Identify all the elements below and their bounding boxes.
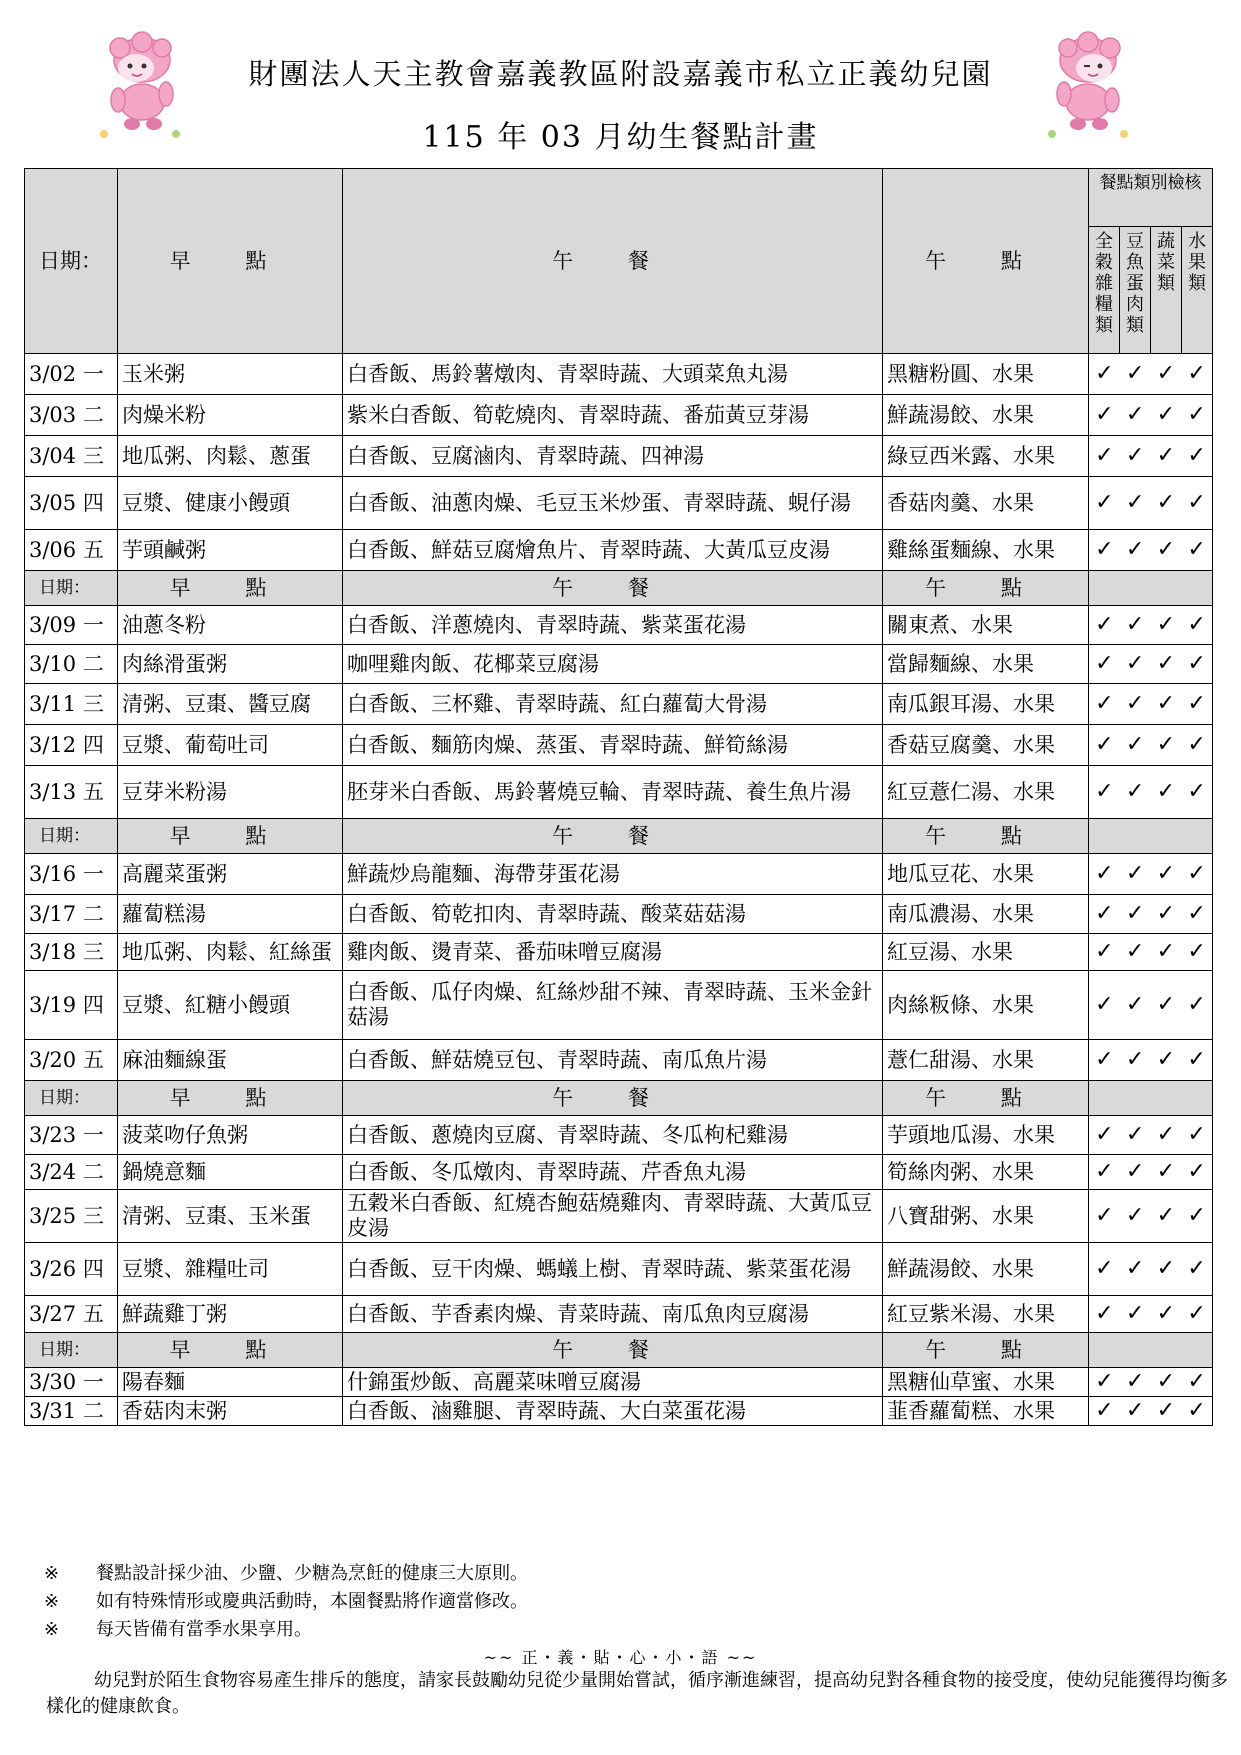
check-mark-icon: ✓ [1095, 732, 1114, 757]
day-breakfast: 麻油麵線蛋 [118, 1040, 343, 1081]
day-snack: 香菇豆腐羹、水果 [883, 725, 1089, 766]
week-subheader [25, 1333, 1213, 1368]
table-row [25, 1368, 1213, 1397]
day-breakfast: 油蔥冬粉 [118, 606, 343, 645]
day-date: 3/10 二 [25, 645, 118, 684]
day-date: 3/13 五 [25, 766, 118, 819]
day-snack: 肉絲粄條、水果 [883, 971, 1089, 1040]
day-breakfast: 鮮蔬雞丁粥 [118, 1296, 343, 1333]
check-mark-icon: ✓ [1125, 1159, 1145, 1184]
check-mark-icon: ✓ [1125, 1369, 1145, 1394]
check-mark-icon: ✓ [1125, 612, 1145, 637]
day-breakfast: 地瓜粥、肉鬆、蔥蛋 [118, 436, 343, 477]
check-mark-icon: ✓ [1125, 1301, 1145, 1326]
day-lunch: 白香飯、芋香素肉燥、青菜時蔬、南瓜魚肉豆腐湯 [343, 1296, 883, 1333]
subheader-date: 日期： [25, 819, 118, 854]
day-date: 3/25 三 [25, 1190, 118, 1243]
day-category-checks [1089, 477, 1213, 530]
table-row [25, 934, 1213, 971]
day-snack: 南瓜濃湯、水果 [883, 895, 1089, 934]
table-row [25, 1397, 1213, 1426]
check-mark-icon: ✓ [1156, 1369, 1176, 1394]
table-row [25, 684, 1213, 725]
check-mark-icon: ✓ [1095, 1159, 1114, 1184]
check-mark-icon: ✓ [1187, 1203, 1206, 1228]
header-lunch: 午 餐 [343, 169, 883, 354]
check-mark-icon: ✓ [1125, 1122, 1145, 1147]
day-date: 3/30 一 [25, 1368, 118, 1397]
day-breakfast: 高麗菜蛋粥 [118, 854, 343, 895]
check-mark-icon: ✓ [1187, 651, 1206, 676]
check-mark-icon: ✓ [1187, 992, 1206, 1017]
header-category-check [1089, 169, 1213, 354]
table-row [25, 766, 1213, 819]
check-mark-icon: ✓ [1156, 732, 1176, 757]
check-mark-icon: ✓ [1187, 402, 1206, 427]
check-mark-icon: ✓ [1156, 992, 1176, 1017]
check-mark-icon: ✓ [1187, 732, 1206, 757]
day-snack: 黑糖粉圓、水果 [883, 354, 1089, 395]
table-row [25, 436, 1213, 477]
check-mark-icon: ✓ [1156, 691, 1176, 716]
day-snack: 雞絲蛋麵線、水果 [883, 530, 1089, 571]
day-date: 3/05 四 [25, 477, 118, 530]
check-mark-icon: ✓ [1187, 861, 1206, 886]
day-date: 3/19 四 [25, 971, 118, 1040]
day-category-checks [1089, 1397, 1213, 1426]
day-date: 3/18 三 [25, 934, 118, 971]
day-snack: 薏仁甜湯、水果 [883, 1040, 1089, 1081]
check-mark-icon: ✓ [1095, 402, 1114, 427]
check-mark-icon: ✓ [1095, 1398, 1114, 1423]
tips-title: ~~ 正・義・貼・心・小・語 ~~ [483, 1648, 758, 1667]
check-mark-icon: ✓ [1156, 612, 1176, 637]
day-category-checks [1089, 1243, 1213, 1296]
check-mark-icon: ✓ [1125, 992, 1145, 1017]
day-date: 3/16 一 [25, 854, 118, 895]
day-category-checks [1089, 971, 1213, 1040]
category-grains: 全穀雜糧類 [1095, 230, 1113, 336]
check-mark-icon: ✓ [1156, 779, 1176, 804]
day-lunch: 白香飯、豆干肉燥、螞蟻上樹、青翠時蔬、紫菜蛋花湯 [343, 1243, 883, 1296]
check-mark-icon: ✓ [1095, 537, 1114, 562]
day-category-checks [1089, 934, 1213, 971]
subheader-breakfast: 早 點 [118, 1333, 343, 1368]
header-breakfast: 早 點 [118, 169, 343, 354]
day-snack: 鮮蔬湯餃、水果 [883, 395, 1089, 436]
day-snack: 鮮蔬湯餃、水果 [883, 1243, 1089, 1296]
day-date: 3/24 二 [25, 1155, 118, 1190]
day-breakfast: 豆漿、葡萄吐司 [118, 725, 343, 766]
check-mark-icon: ✓ [1187, 779, 1206, 804]
category-check-title: 餐點類別檢核 [1089, 170, 1212, 227]
check-mark-icon: ✓ [1125, 537, 1145, 562]
subheader-lunch: 午 餐 [343, 1081, 883, 1116]
day-lunch: 什錦蛋炒飯、高麗菜味噌豆腐湯 [343, 1368, 883, 1397]
day-date: 3/09 一 [25, 606, 118, 645]
category-fruit: 水果類 [1181, 227, 1212, 353]
day-snack: 地瓜豆花、水果 [883, 854, 1089, 895]
table-row [25, 895, 1213, 934]
check-mark-icon: ✓ [1125, 402, 1145, 427]
check-mark-icon: ✓ [1156, 939, 1176, 964]
subheader-snack: 午 點 [883, 1081, 1089, 1116]
check-mark-icon: ✓ [1125, 901, 1145, 926]
table-row [25, 1243, 1213, 1296]
table-main-header [25, 169, 1213, 354]
table-row [25, 354, 1213, 395]
day-snack: 綠豆西米露、水果 [883, 436, 1089, 477]
day-snack: 關東煮、水果 [883, 606, 1089, 645]
table-row [25, 1116, 1213, 1155]
check-mark-icon: ✓ [1187, 1047, 1206, 1072]
check-mark-icon: ✓ [1156, 1159, 1176, 1184]
day-category-checks [1089, 725, 1213, 766]
check-mark-icon: ✓ [1095, 1203, 1114, 1228]
check-mark-icon: ✓ [1156, 1122, 1176, 1147]
day-category-checks [1089, 1040, 1213, 1081]
day-date: 3/23 一 [25, 1116, 118, 1155]
day-snack: 黑糖仙草蜜、水果 [883, 1368, 1089, 1397]
check-mark-icon: ✓ [1156, 1047, 1176, 1072]
day-breakfast: 香菇肉末粥 [118, 1397, 343, 1426]
day-snack: 紅豆紫米湯、水果 [883, 1296, 1089, 1333]
day-lunch: 白香飯、麵筋肉燥、蒸蛋、青翠時蔬、鮮筍絲湯 [343, 725, 883, 766]
check-mark-icon: ✓ [1156, 1203, 1176, 1228]
subheader-snack: 午 點 [883, 819, 1089, 854]
day-date: 3/26 四 [25, 1243, 118, 1296]
check-mark-icon: ✓ [1187, 1122, 1206, 1147]
day-date: 3/06 五 [25, 530, 118, 571]
day-lunch: 白香飯、鮮菇燒豆包、青翠時蔬、南瓜魚片湯 [343, 1040, 883, 1081]
day-breakfast: 菠菜吻仔魚粥 [118, 1116, 343, 1155]
check-mark-icon: ✓ [1156, 537, 1176, 562]
table-row [25, 645, 1213, 684]
day-breakfast: 豆芽米粉湯 [118, 766, 343, 819]
day-breakfast: 清粥、豆棗、醬豆腐 [118, 684, 343, 725]
day-snack: 筍絲肉粥、水果 [883, 1155, 1089, 1190]
day-breakfast: 豆漿、健康小饅頭 [118, 477, 343, 530]
table-row [25, 477, 1213, 530]
day-lunch: 白香飯、滷雞腿、青翠時蔬、大白菜蛋花湯 [343, 1397, 883, 1426]
note-item: ※ 餐點設計採少油、少鹽、少糖為烹飪的健康三大原則。 [44, 1563, 528, 1584]
day-category-checks [1089, 684, 1213, 725]
day-snack: 南瓜銀耳湯、水果 [883, 684, 1089, 725]
day-lunch: 白香飯、豆腐滷肉、青翠時蔬、四神湯 [343, 436, 883, 477]
day-date: 3/12 四 [25, 725, 118, 766]
check-mark-icon: ✓ [1156, 490, 1176, 515]
check-mark-icon: ✓ [1187, 1398, 1206, 1423]
day-breakfast: 豆漿、雜糧吐司 [118, 1243, 343, 1296]
day-breakfast: 玉米粥 [118, 354, 343, 395]
check-mark-icon: ✓ [1125, 443, 1145, 468]
day-category-checks [1089, 436, 1213, 477]
subheader-lunch: 午 餐 [343, 571, 883, 606]
check-mark-icon: ✓ [1156, 1398, 1176, 1423]
check-mark-icon: ✓ [1095, 939, 1114, 964]
day-category-checks [1089, 354, 1213, 395]
check-mark-icon: ✓ [1156, 901, 1176, 926]
check-mark-icon: ✓ [1156, 1256, 1176, 1281]
day-snack: 紅豆湯、水果 [883, 934, 1089, 971]
note-item: ※ 每天皆備有當季水果享用。 [44, 1619, 312, 1640]
day-date: 3/27 五 [25, 1296, 118, 1333]
check-mark-icon: ✓ [1125, 1203, 1145, 1228]
check-mark-icon: ✓ [1187, 1369, 1206, 1394]
day-breakfast: 清粥、豆棗、玉米蛋 [118, 1190, 343, 1243]
day-category-checks [1089, 895, 1213, 934]
check-mark-icon: ✓ [1125, 939, 1145, 964]
check-mark-icon: ✓ [1095, 1122, 1114, 1147]
table-row [25, 530, 1213, 571]
day-lunch: 白香飯、筍乾扣肉、青翠時蔬、酸菜菇菇湯 [343, 895, 883, 934]
check-mark-icon: ✓ [1095, 901, 1114, 926]
check-mark-icon: ✓ [1187, 490, 1206, 515]
day-snack: 紅豆薏仁湯、水果 [883, 766, 1089, 819]
day-date: 3/17 二 [25, 895, 118, 934]
subheader-lunch: 午 餐 [343, 819, 883, 854]
check-mark-icon: ✓ [1125, 1047, 1145, 1072]
check-mark-icon: ✓ [1125, 651, 1145, 676]
day-breakfast: 蘿蔔糕湯 [118, 895, 343, 934]
day-category-checks [1089, 530, 1213, 571]
table-row [25, 854, 1213, 895]
day-lunch: 白香飯、三杯雞、青翠時蔬、紅白蘿蔔大骨湯 [343, 684, 883, 725]
day-category-checks [1089, 395, 1213, 436]
day-lunch: 白香飯、油蔥肉燥、毛豆玉米炒蛋、青翠時蔬、蜆仔湯 [343, 477, 883, 530]
table-row [25, 1190, 1213, 1243]
table-row [25, 1155, 1213, 1190]
day-breakfast: 陽春麵 [118, 1368, 343, 1397]
day-lunch: 雞肉飯、燙青菜、番茄味噌豆腐湯 [343, 934, 883, 971]
check-mark-icon: ✓ [1187, 1256, 1206, 1281]
check-mark-icon: ✓ [1125, 861, 1145, 886]
check-mark-icon: ✓ [1095, 612, 1114, 637]
day-category-checks [1089, 606, 1213, 645]
check-mark-icon: ✓ [1125, 779, 1145, 804]
day-breakfast: 地瓜粥、肉鬆、紅絲蛋 [118, 934, 343, 971]
subheader-breakfast: 早 點 [118, 571, 343, 606]
check-mark-icon: ✓ [1095, 651, 1114, 676]
check-mark-icon: ✓ [1187, 1301, 1206, 1326]
check-mark-icon: ✓ [1095, 443, 1114, 468]
header-date: 日期： [25, 169, 118, 354]
subheader-breakfast: 早 點 [118, 1081, 343, 1116]
check-mark-icon: ✓ [1125, 691, 1145, 716]
check-mark-icon: ✓ [1095, 1301, 1114, 1326]
check-mark-icon: ✓ [1187, 537, 1206, 562]
check-mark-icon: ✓ [1187, 361, 1206, 386]
check-mark-icon: ✓ [1095, 691, 1114, 716]
plan-title: 115 年 03 月幼生餐點計畫 [422, 120, 819, 155]
day-lunch: 白香飯、鮮菇豆腐燴魚片、青翠時蔬、大黃瓜豆皮湯 [343, 530, 883, 571]
check-mark-icon: ✓ [1187, 691, 1206, 716]
check-mark-icon: ✓ [1125, 1256, 1145, 1281]
day-breakfast: 豆漿、紅糖小饅頭 [118, 971, 343, 1040]
day-lunch: 胚芽米白香飯、馬鈴薯燒豆輪、青翠時蔬、養生魚片湯 [343, 766, 883, 819]
day-category-checks [1089, 645, 1213, 684]
category-vegetables: 蔬菜類 [1150, 227, 1181, 353]
subheader-date: 日期： [25, 571, 118, 606]
subheader-blank [1089, 1081, 1213, 1116]
table-row [25, 606, 1213, 645]
day-lunch: 鮮蔬炒烏龍麵、海帶芽蛋花湯 [343, 854, 883, 895]
day-lunch: 白香飯、冬瓜燉肉、青翠時蔬、芹香魚丸湯 [343, 1155, 883, 1190]
day-breakfast: 肉絲滑蛋粥 [118, 645, 343, 684]
day-snack: 當歸麵線、水果 [883, 645, 1089, 684]
meal-plan-table [24, 168, 1213, 1426]
day-lunch: 白香飯、洋蔥燒肉、青翠時蔬、紫菜蛋花湯 [343, 606, 883, 645]
week-subheader [25, 1081, 1213, 1116]
check-mark-icon: ✓ [1095, 992, 1114, 1017]
day-lunch: 白香飯、瓜仔肉燥、紅絲炒甜不辣、青翠時蔬、玉米金針菇湯 [343, 971, 883, 1040]
subheader-blank [1089, 571, 1213, 606]
check-mark-icon: ✓ [1156, 443, 1176, 468]
table-row [25, 1296, 1213, 1333]
day-snack: 八寶甜粥、水果 [883, 1190, 1089, 1243]
check-mark-icon: ✓ [1187, 612, 1206, 637]
check-mark-icon: ✓ [1095, 1256, 1114, 1281]
day-category-checks [1089, 1190, 1213, 1243]
day-breakfast: 芋頭鹹粥 [118, 530, 343, 571]
check-mark-icon: ✓ [1095, 861, 1114, 886]
table-row [25, 725, 1213, 766]
subheader-lunch: 午 餐 [343, 1333, 883, 1368]
day-lunch: 咖哩雞肉飯、花椰菜豆腐湯 [343, 645, 883, 684]
check-mark-icon: ✓ [1156, 361, 1176, 386]
day-snack: 韮香蘿蔔糕、水果 [883, 1397, 1089, 1426]
day-lunch: 白香飯、蔥燒肉豆腐、青翠時蔬、冬瓜枸杞雞湯 [343, 1116, 883, 1155]
day-category-checks [1089, 1116, 1213, 1155]
subheader-breakfast: 早 點 [118, 819, 343, 854]
check-mark-icon: ✓ [1187, 901, 1206, 926]
check-mark-icon: ✓ [1156, 651, 1176, 676]
day-lunch: 白香飯、馬鈴薯燉肉、青翠時蔬、大頭菜魚丸湯 [343, 354, 883, 395]
check-mark-icon: ✓ [1095, 490, 1114, 515]
day-breakfast: 鍋燒意麵 [118, 1155, 343, 1190]
subheader-snack: 午 點 [883, 1333, 1089, 1368]
table-row [25, 1040, 1213, 1081]
day-date: 3/20 五 [25, 1040, 118, 1081]
subheader-blank [1089, 1333, 1213, 1368]
check-mark-icon: ✓ [1187, 443, 1206, 468]
check-mark-icon: ✓ [1156, 1301, 1176, 1326]
check-mark-icon: ✓ [1095, 361, 1114, 386]
day-category-checks [1089, 854, 1213, 895]
notes [44, 1560, 528, 1644]
subheader-snack: 午 點 [883, 571, 1089, 606]
day-category-checks [1089, 1155, 1213, 1190]
school-name: 財團法人天主教會嘉義教區附設嘉義市私立正義幼兒園 [248, 57, 993, 91]
tips-body: 幼兒對於陌生食物容易產生排斥的態度，請家長鼓勵幼兒從少量開始嘗試，循序漸進練習，提高幼兒對各種食物的接受度，使幼兒能獲得均衡多樣化的健康飲食。 [46, 1670, 1228, 1717]
day-lunch: 紫米白香飯、筍乾燒肉、青翠時蔬、番茄黃豆芽湯 [343, 395, 883, 436]
subheader-date: 日期： [25, 1081, 118, 1116]
day-date: 3/31 二 [25, 1397, 118, 1426]
check-mark-icon: ✓ [1125, 361, 1145, 386]
category-protein: 豆魚蛋肉類 [1119, 227, 1150, 353]
check-mark-icon: ✓ [1095, 779, 1114, 804]
day-date: 3/04 三 [25, 436, 118, 477]
week-subheader [25, 571, 1213, 606]
note-item: ※ 如有特殊情形或慶典活動時，本園餐點將作適當修改。 [44, 1591, 528, 1612]
subheader-blank [1089, 819, 1213, 854]
table-row [25, 395, 1213, 436]
table-row [25, 971, 1213, 1040]
day-category-checks [1089, 1368, 1213, 1397]
check-mark-icon: ✓ [1187, 939, 1206, 964]
day-snack: 香菇肉羹、水果 [883, 477, 1089, 530]
day-date: 3/11 三 [25, 684, 118, 725]
check-mark-icon: ✓ [1095, 1047, 1114, 1072]
day-category-checks [1089, 1296, 1213, 1333]
check-mark-icon: ✓ [1187, 1159, 1206, 1184]
week-subheader [25, 819, 1213, 854]
check-mark-icon: ✓ [1125, 1398, 1145, 1423]
day-date: 3/03 二 [25, 395, 118, 436]
check-mark-icon: ✓ [1156, 861, 1176, 886]
check-mark-icon: ✓ [1125, 490, 1145, 515]
subheader-date: 日期： [25, 1333, 118, 1368]
day-date: 3/02 一 [25, 354, 118, 395]
day-breakfast: 肉燥米粉 [118, 395, 343, 436]
check-mark-icon: ✓ [1156, 402, 1176, 427]
day-lunch: 五穀米白香飯、紅燒杏鮑菇燒雞肉、青翠時蔬、大黃瓜豆皮湯 [343, 1190, 883, 1243]
check-mark-icon: ✓ [1125, 732, 1145, 757]
day-category-checks [1089, 766, 1213, 819]
check-mark-icon: ✓ [1095, 1369, 1114, 1394]
header-snack: 午 點 [883, 169, 1089, 354]
day-snack: 芋頭地瓜湯、水果 [883, 1116, 1089, 1155]
